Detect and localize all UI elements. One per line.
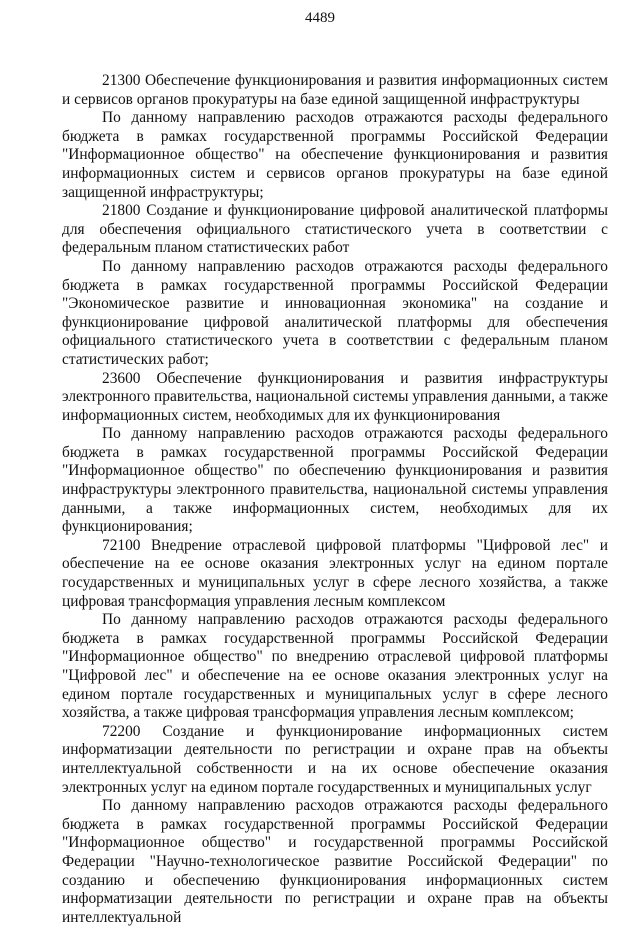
paragraph-72200-heading: 72200 Создание и функционирование информационных систем информатизации деятельности по регистрации и охране прав на объекты интеллектуальной собственности и на их основе обеспечение оказания электронных услуг на едином портале государственных и муниципальных услуг: [62, 722, 608, 796]
paragraph-23600-heading: 23600 Обеспечение функционирования и развития инфраструктуры электронного правительства, национальной системы управления данными, а также информационных систем, необходимых для их функционирования: [62, 369, 609, 424]
paragraph-21800-description: По данному направлению расходов отражаются расходы федерального бюджета в рамках государственной программы Российской Федерации "Экономическое развитие и инновационная экономика" на создание и функционирование цифровой аналитической платформы для обеспечения официального статистического учета в соответствии с федеральным планом статистических работ;: [62, 257, 608, 368]
paragraph-72200-description: По данному направлению расходов отражаются расходы федерального бюджета в рамках государственной программы Российской Федерации "Информационное общество" и государственной программы Российской Федерации "Научно-технологическое развитие Российской Федерации" по созданию и обеспечению функционирования информационных систем информатизации деятельности по регистрации и охране прав на объекты интеллектуальной: [62, 797, 608, 926]
paragraph-72100-description: По данному направлению расходов отражаются расходы федерального бюджета в рамках государственной программы Российской Федерации "Информационное общество" по внедрению отраслевой цифровой платформы "Цифровой лес" и обеспечение на ее основе оказания электронных услуг на едином портале государственных и муниципальных услуг в сфере лесного хозяйства, а также цифровая трансформация управления лесным комплексом;: [62, 611, 608, 722]
paragraph-21300-description: По данному направлению расходов отражаются расходы федерального бюджета в рамках государственной программы Российской Федерации "Информационное общество" на обеспечение функционирования и развития информационных систем и сервисов органов прокуратуры на базе единой защищенной инфраструктуры;: [62, 109, 608, 201]
paragraph-21800-heading: 21800 Создание и функционирование цифровой аналитической платформы для обеспечения официального статистического учета в соответствии с федеральным планом статистических работ: [62, 202, 608, 257]
paragraph-21300-heading: 21300 Обеспечение функционирования и развития информационных систем и сервисов органов прокуратуры на базе единой защищенной инфраструктуры: [62, 72, 608, 108]
paragraph-72100-heading: 72100 Внедрение отраслевой цифровой платформы "Цифровой лес" и обеспечение на ее основе оказания электронных услуг на едином портале государственных и муниципальных услуг в сфере лесного хозяйства, а также цифровая трансформация управления лесным комплексом: [62, 536, 608, 610]
page-number: 4489: [305, 10, 335, 26]
paragraph-23600-description: По данному направлению расходов отражаются расходы федерального бюджета в рамках государственной программы Российской Федерации "Информационное общество" по обеспечению функционирования и развития инфраструктуры электронного правительства, национальной системы управления данными, а также информационных систем, необходимых для их функционирования;: [62, 425, 608, 536]
document-body: [62, 72, 608, 927]
